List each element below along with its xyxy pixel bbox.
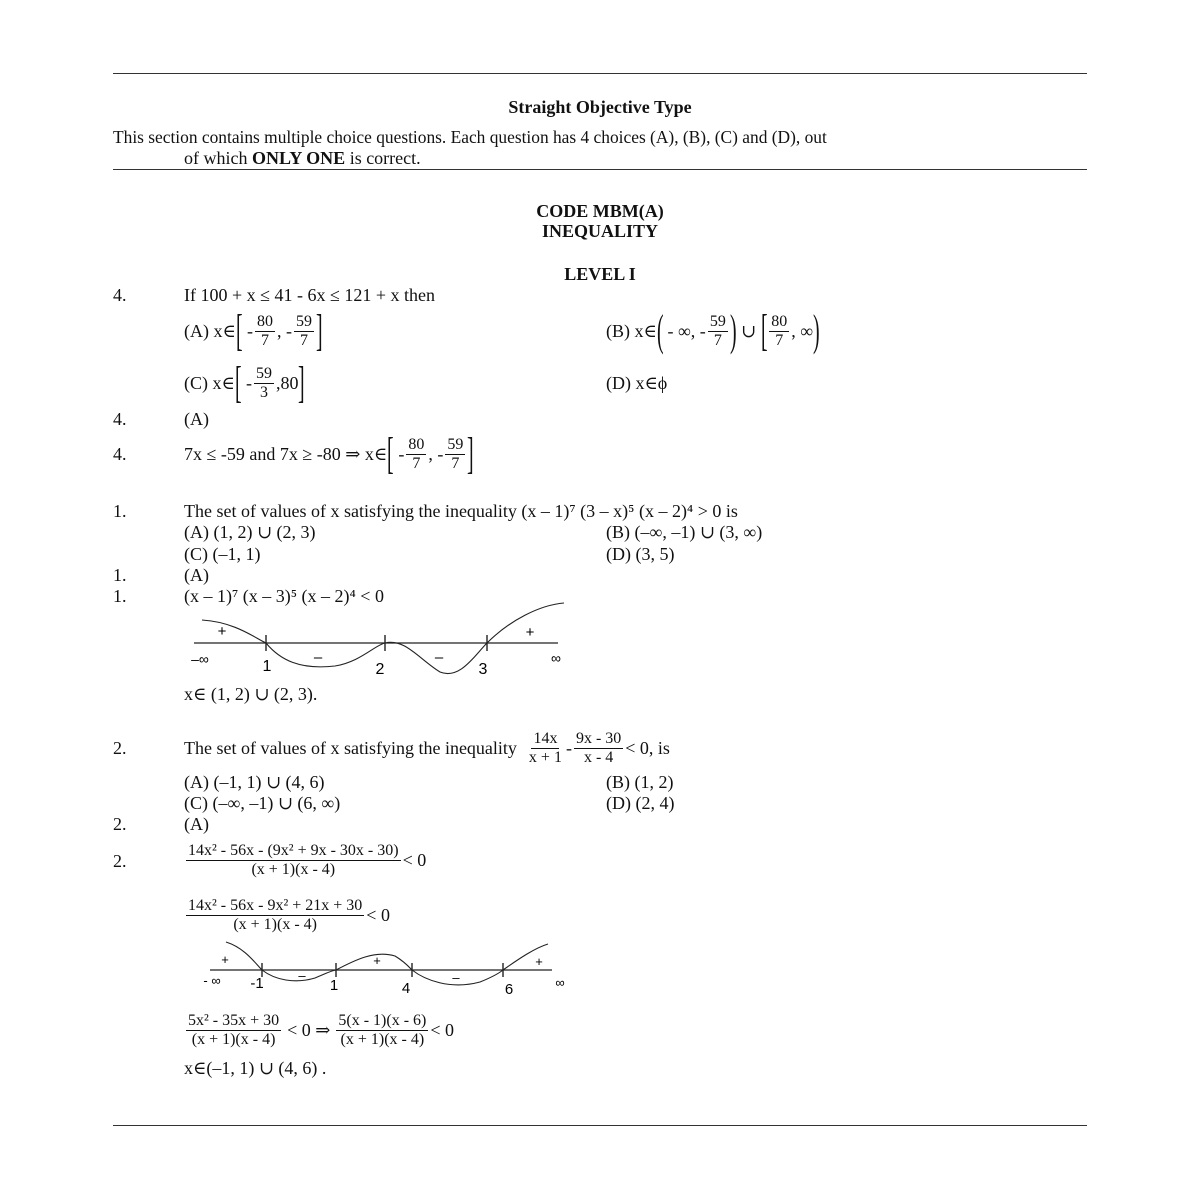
fraction [336,1012,428,1049]
less-than-zero: < 0 [430,1020,455,1040]
left-bracket: [ [235,306,243,355]
q1-option-c: (C) (–1, 1) [184,544,261,564]
plus-sign: + [525,624,535,641]
numerator: 59 [709,312,726,330]
level-title: LEVEL I [564,264,636,284]
minus-sign: - [565,738,572,758]
numerator: 9x - 30 [575,729,622,747]
denominator: (x + 1)(x - 4) [251,860,336,878]
plus-sign: + [373,953,381,968]
minus-sign: – [434,649,444,666]
q1-option-b: (B) (–∞, –1) ∪ (3, ∞) [606,522,763,542]
fraction [708,313,728,350]
q2-sign-diagram [190,938,580,998]
neg-infinity-label: - ∞ [203,973,221,988]
numerator: 80 [256,312,273,330]
q4-opt-c-tail: ,80 [275,373,299,393]
q2-option-c: (C) (–∞, –1) ∪ (6, ∞) [184,793,341,813]
q2-option-a: (A) (–1, 1) ∪ (4, 6) [184,772,325,792]
q2-solution-step-3 [184,1006,454,1054]
tick-label-1: 1 [262,658,272,675]
sign-curve [226,942,548,985]
fraction [186,1012,281,1049]
code-title: CODE MBM(A) [536,201,664,221]
less-than-zero: < 0 [366,905,390,925]
instructions-line-2 [184,148,421,168]
tick-label-3: 3 [478,661,488,678]
tick-label-1: 1 [329,977,339,994]
q4-opt-c-label: (C) x∈ [184,373,235,393]
numerator: 14x² - 56x - 9x² + 21x + 30 [188,896,363,914]
numerator: 80 [771,312,788,330]
fraction [574,730,623,767]
denominator: 7 [412,454,421,472]
q1-solution-number: 1. [113,586,127,606]
instr-bold: ONLY ONE [251,148,346,168]
denominator: 7 [713,331,722,349]
numerator: 59 [447,435,464,453]
denominator: 3 [259,383,268,401]
less-than-zero: < 0 [402,850,427,870]
q4-answer-number: 4. [113,409,127,429]
numerator: 5x² - 35x + 30 [188,1011,280,1029]
right-bracket: ] [315,306,323,355]
q2-solution-step-1 [184,836,426,884]
q4-option-b: (B) x∈ ( - ∞, - $\frac{59}{7}$ ) ∪ [ $\frac{80}{7}$ , ∞ ) [606,306,820,355]
top-rule [113,73,1087,74]
q4-solution-number: 4. [113,444,127,464]
q2-solution-step-2 [184,891,390,939]
q1-option-a: (A) (1, 2) ∪ (2, 3) [184,522,316,542]
q1-answer-number: 1. [113,565,127,585]
fraction [406,436,426,473]
topic-title: INEQUALITY [541,221,659,241]
numerator: 80 [408,435,425,453]
denominator: 7 [299,331,308,349]
q2-answer: (A) [184,814,209,834]
q4-number: 4. [113,285,127,305]
q4-option-c [184,358,305,408]
right-paren: ) [729,306,737,355]
minus-sign: – [452,970,460,985]
instr-post: is correct. [345,148,421,168]
union-sign: ∪ [736,321,761,341]
denominator: 7 [451,454,460,472]
section-title: Straight Objective Type [508,97,692,117]
minus-sign: - [242,321,253,341]
q4-option-a: (A) x∈ [ - $\frac{80}{7}$ , - $\frac{59}{7}$ ] [184,306,323,355]
q2-number: 2. [113,738,127,758]
minus-sign: - [241,373,252,393]
pos-infinity-label: ∞ [555,975,565,990]
tick-label-6: 6 [504,981,514,998]
denominator: (x + 1)(x - 4) [233,915,317,933]
fraction [769,313,789,350]
denominator: x + 1 [528,748,562,766]
q4-option-d: (D) x∈ϕ [606,373,668,393]
q4-solution: 7x ≤ -59 and 7x ≥ -80 ⇒ x∈ [ - $\frac{80}{7}$ , - $\frac{59}{7}$ ] [184,429,474,478]
q1-answer: (A) [184,565,209,585]
left-paren: ( [656,306,664,355]
q2-result: x∈(–1, 1) ∪ (4, 6) . [184,1058,327,1078]
q4-answer: (A) [184,409,209,429]
right-paren: ) [813,306,820,355]
fraction [294,313,314,350]
fraction [445,436,465,473]
numerator: 59 [255,364,272,382]
fraction [255,313,275,350]
tick-label-2: 2 [375,661,385,678]
q2-stem-row [184,723,670,773]
minus-sign: – [298,968,306,983]
left-bracket: [ [387,429,394,478]
numerator: 14x² - 56x - (9x² + 9x - 30x - 30) [188,841,399,859]
instructions-line-1: This section contains multiple choice questions. Each question has 4 choices (A), (B), (C) and (D), out [113,127,827,147]
left-bracket: [ [760,306,768,355]
fraction [527,730,564,767]
q1-solution: (x – 1)⁷ (x – 3)⁵ (x – 2)⁴ < 0 [184,586,384,606]
q2-answer-number: 2. [113,814,127,834]
numerator: 59 [295,312,312,330]
q2-stem-tail: < 0, is [625,738,670,758]
q4-solution-text: 7x ≤ -59 and 7x ≥ -80 ⇒ x∈ [184,444,388,464]
instr-pre: of which [184,148,252,168]
denominator: (x + 1)(x - 4) [340,1030,425,1048]
minus-sign: – [313,649,323,666]
denominator: 7 [775,331,784,349]
denominator: 7 [260,331,269,349]
neg-infinity-label: –∞ [191,651,209,667]
numerator: 14x [533,729,558,747]
q1-number: 1. [113,501,127,521]
bottom-rule [113,1125,1087,1126]
q4-stem: If 100 + x ≤ 41 - 6x ≤ 121 + x then [184,285,436,305]
plus-sign: + [217,623,227,640]
q2-option-b: (B) (1, 2) [606,772,674,792]
tick-label-4: 4 [401,980,411,997]
fraction [254,365,274,402]
implies-text: < 0 ⇒ [287,1020,331,1040]
left-bracket: [ [234,358,242,407]
q1-result: x∈ (1, 2) ∪ (2, 3). [184,684,318,704]
q2-solution-number: 2. [113,851,127,871]
plus-sign: + [221,952,229,967]
q4-opt-a-label: (A) x∈ [184,321,236,341]
right-bracket: ] [467,429,474,478]
q2-option-d: (D) (2, 4) [606,793,675,813]
fraction [186,842,401,879]
q4-opt-b-label: (B) x∈ [606,321,657,341]
q1-option-d: (D) (3, 5) [606,544,675,564]
pos-infinity-label: ∞ [551,650,561,666]
numerator: 5(x - 1)(x - 6) [338,1011,427,1029]
q1-stem: The set of values of x satisfying the inequality (x – 1)⁷ (3 – x)⁵ (x – 2)⁴ > 0 is [184,501,738,521]
fraction [186,897,364,934]
plus-sign: + [535,954,543,969]
header-rule [113,169,1087,170]
q4-opt-b-mid: - ∞, - [667,321,706,341]
denominator: x - 4 [583,748,614,766]
denominator: (x + 1)(x - 4) [191,1030,276,1048]
minus-sign: - [393,444,405,464]
q1-sign-diagram [180,600,580,685]
tick-label-neg-1: -1 [250,975,264,992]
right-bracket: ] [298,358,306,407]
q2-stem: The set of values of x satisfying the inequality [184,738,517,758]
